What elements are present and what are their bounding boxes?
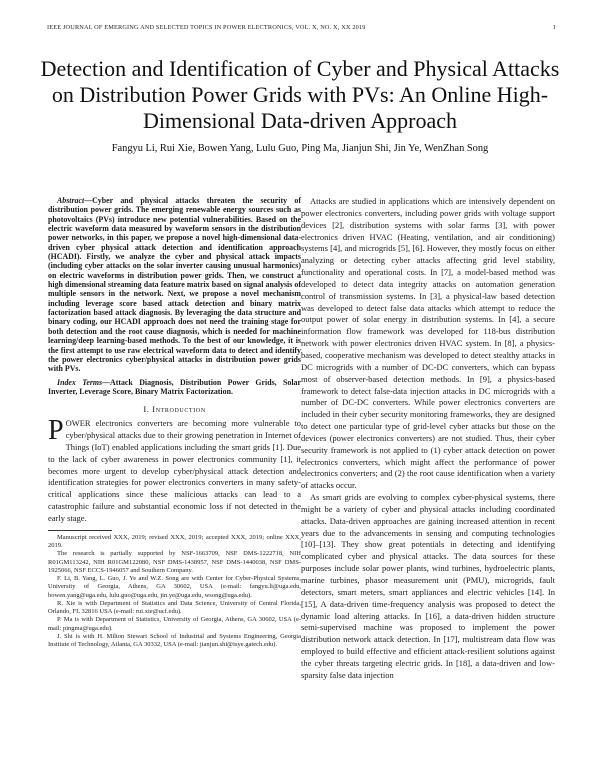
index-terms-text: —Attack Diagnosis, Distribution Power Grids, Solar Inverter, Leverage Score, Binary Matrix Factorization. xyxy=(48,377,302,396)
footnote-manuscript: Manuscript received XXX, 2019; revised XXX, 2019; accepted XXX, 2019; online XXX, 2019. xyxy=(48,533,301,550)
abstract-text: —Cyber and physical attacks threaten the security of distribution power grids. The emerging renewable energy sources such as photovoltaics (PVs) introduce new potential vulnerabilities. Based on the electric waveform data measured by waveform sensors in the distribution power networks, in this paper, we propose a novel high-dimensional data-driven cyber physical attack detection and identification approach (HCADI). Firstly, we analyze the cyber and physical attack impacts (including cyber attacks on the solar inverter causing unusual harmonics) on electric waveforms in distribution power grids. Then, we construct a high dimensional streaming data feature matrix based on signal analysis of multiple sensors in the network. Next, we propose a novel mechanism including leverage score based attack detection and binary matrix factorization based attack diagnosis. By leveraging the data structure and binary coding, our HCADI approach does not need the training stage for both detection and the root cause diagnosis, which is needed for machine learning/deep learning-based methods. To the best of our knowledge, it is the first attempt to use raw electrical waveform data to detect and identify the power electronics cyber/physical attacks in distribution power grids with PVs. xyxy=(48,196,301,374)
author-list: Fangyu Li, Rui Xie, Bowen Yang, Lulu Guo, Ping Ma, Jianjun Shi, Jin Ye, WenZhan Song xyxy=(111,143,489,154)
footnote-rule xyxy=(48,530,112,531)
page-number: 1 xyxy=(552,24,556,31)
intro-paragraph xyxy=(48,415,301,525)
left-column xyxy=(48,196,301,649)
running-header xyxy=(47,24,556,34)
footnote-affiliation-gatech: J. Shi is with H. Milton Stewart School of Industrial and Systems Engineering, Georgia Institute of Technology, Atlanta, GA 30332, USA (e-mail: jianjun.shi@isye.gatech.edu). xyxy=(48,632,301,649)
index-terms xyxy=(48,378,301,397)
footnote-funding: The research is partially supported by NSF-1663709, NSF DMS-1222718, NIH R01GM113242, NIH R01GM122080, NSF DMS-1438957, NSF DMS-1440038, NSF DMS-1925066, NSF ECCS-1946057 and Southern Company. xyxy=(48,550,301,574)
section-heading-introduction: I. Introduction xyxy=(143,404,206,415)
journal-name: IEEE JOURNAL OF EMERGING AND SELECTED TOPICS IN POWER ELECTRONICS, VOL. X, NO. X, XX 2019 xyxy=(47,24,366,31)
drop-cap: P xyxy=(48,415,64,447)
body-paragraph-1: Attacks are studied in applications which are intensively dependent on power electronics converters, including power grids with voltage support devices [2], distribution systems with solar farms [3], with power electronics driven HVAC (Heating, ventilation, and air conditioning) systems [4], and microgrids [5], [6]. However, they mostly focus on either analyzing or detecting cyber attacks affecting grid level stability, functionality and operational costs. In [7], a model-based method was developed to detect data integrity attacks on automation generation control of transmission systems. In [3], a physical-law based detection was developed to detect false data attacks which attempt to reduce the output power of solar energy in distribution systems. In [4], a secure information flow framework was developed for 118-bus distribution network with power electronics driven HVAC system. In [8], a physics-based, cooperative mechanism was developed to detect stealthy attacks in DC microgrids with a number of DC-DC converters, which can bypass most of observer-based detection methods. In [9], a physics-based framework to detect false-data injection attacks in DC microgrids with a number of DC-DC converters. While power electronics converters are included in their cyber security monitoring frameworks, they are designed to detect one particular type of grid-level cyber attacks but those on the devices (power electronics converters) are not studied. Thus, their cyber security framework is not applied to (1) cyber attack detection on power electronics converters, which might affect the performance of power electronics converters; and (2) the root cause identification when a variety of attacks occur. xyxy=(301,196,555,491)
intro-text: electronics converters are becoming more vulnerable to cyber/physical attacks due to their growing penetration in Internet of Things (IoT) enabled applications including the smart grids [1]. Due to the lack of cyber awareness in power electronics community [1], it becomes more urgent to develop cyber/physical attack detection and identification strategies for power electronics converters in many safety-critical applications since these malicious attacks can lead to a catastrophic failure and substantial economic loss if not detected in the early stage. xyxy=(48,418,301,523)
footnote-affiliation-uga: F. Li, B. Yang, L. Guo, J. Ye and W.Z. Song are with Center for Cyber-Physical Systems, University of Georgia, Athens, GA 30602, USA (e-mail: fangyu.li@uga.edu, bowen.yang@uga.edu, lulu.guo@uga.edu, jin.ye@uga.edu, wsong@uga.edu). xyxy=(48,575,301,599)
right-column xyxy=(301,196,555,682)
abstract-label: Abstract xyxy=(57,196,85,205)
body-paragraph-2: As smart grids are evolving to complex cyber-physical systems, there might be a variety of cyber and physical attacks including coordinated attacks. Data-driven approaches are gaining increased attention in recent years due to the advancements in sensing and computing technologies [10]–[13]. They show great potentials in detecting and identifying complicated cyber and physical attacks. The data sources for these purposes include solar power plants, wind turbines, hydroelectric plants, marine turbines, phasor measurement unit (PMU), microgrids, fault detectors, smart meters, smart appliances and electric vehicles [14]. In [15], A data-driven time-frequency analysis was proposed to detect the dynamic load altering attacks. In [16], a data-driven hidden structure semi-supervised machine was proposed to implement the power distribution network attack detection. In [17], multistream data flow was employed to build effective and efficient attack-resilient solutions against the cyber threats targeting electric grids. In [18], a data-driven and low-sparsity false data injection xyxy=(301,492,555,680)
footnote-affiliation-stats: P. Ma is with Department of Statistics, University of Georgia, Athens, GA 30602, USA (e-mail: pingma@uga.edu). xyxy=(48,616,301,632)
footnote-affiliation-ucf: R. Xie is with Department of Statistics and Data Science, University of Central Florida, Orlando, FL 32816 USA (e-mail: rui.xie@ucf.edu). xyxy=(48,599,301,616)
abstract xyxy=(48,196,301,374)
paper-title: Detection and Identification of Cyber and Physical Attacks on Distribution Power Grids with PVs: An Online High-Dimensional Data-driven Approach xyxy=(40,56,560,133)
intro-lead-word: OWER xyxy=(65,418,91,429)
index-terms-label: Index Terms xyxy=(57,377,103,387)
